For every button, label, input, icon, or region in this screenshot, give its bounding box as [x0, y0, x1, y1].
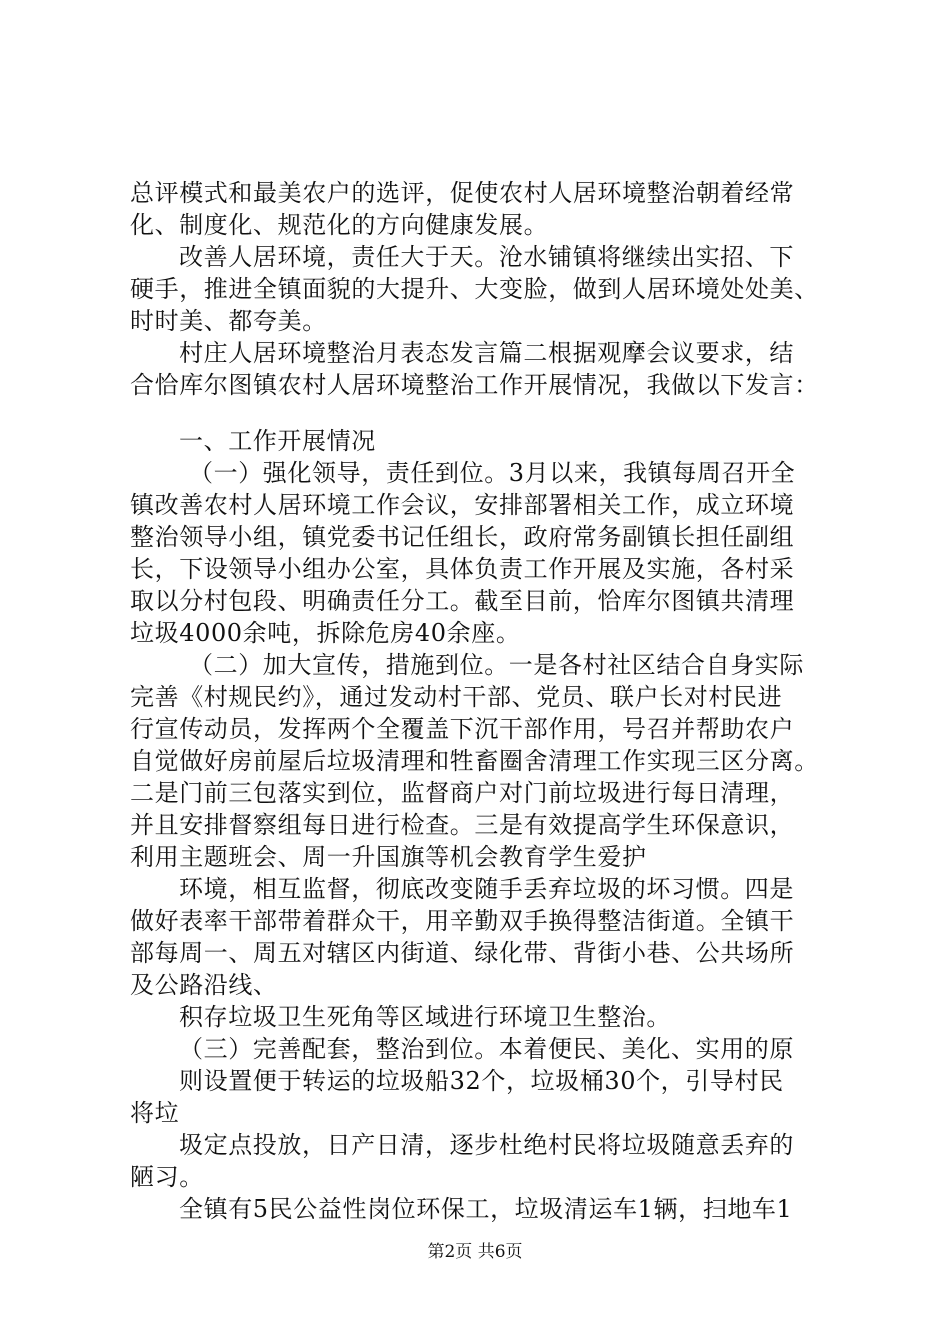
text-line: 积存垃圾卫生死角等区域进行环境卫生整治。 — [179, 1003, 671, 1031]
text-line: （三）完善配套，整治到位。本着便民、美化、实用的原 — [179, 1035, 794, 1063]
page-number-footer: 第2页 共6页 — [427, 1242, 523, 1262]
text-line: 圾定点投放，日产日清，逐步杜绝村民将垃圾随意丢弃的 — [179, 1131, 794, 1159]
text-line: 二是门前三包落实到位，监督商户对门前垃圾进行每日清理， — [130, 779, 795, 807]
text-line: 及公路沿线、 — [130, 971, 278, 999]
text-line: 合恰库尔图镇农村人居环境整治工作开展情况，我做以下发言： — [130, 371, 819, 399]
text-line: 完善《村规民约》，通过发动村干部、党员、联户长对村民进 — [130, 683, 783, 711]
text-line: （二）加大宣传，措施到位。一是各村社区结合自身实际 — [189, 651, 804, 679]
text-line: 取以分村包段、明确责任分工。截至目前，恰库尔图镇共清理 — [130, 587, 795, 615]
text-line: 时时美、都夸美。 — [130, 307, 327, 335]
text-line: 环境，相互监督，彻底改变随手丢弃垃圾的坏习惯。四是 — [179, 875, 794, 903]
text-line: 整治领导小组，镇党委书记任组长，政府常务副镇长担任副组 — [130, 523, 795, 551]
text-line: 垃圾4000余吨，拆除危房40余座。 — [130, 619, 521, 647]
text-line: 陋习。 — [130, 1163, 204, 1191]
text-line: 总评模式和最美农户的选评，促使农村人居环境整治朝着经常 — [130, 179, 795, 207]
text-line: 将垃 — [130, 1099, 180, 1127]
text-line: 村庄人居环境整治月表态发言篇二根据观摩会议要求，结 — [179, 339, 794, 367]
text-line: 镇改善农村人居环境工作会议，安排部署相关工作，成立环境 — [130, 491, 795, 519]
text-line: 改善人居环境，责任大于天。沧水铺镇将继续出实招、下 — [179, 243, 794, 271]
text-line: 则设置便于转运的垃圾船32个，垃圾桶30个，引导村民 — [179, 1067, 784, 1095]
text-line: 化、制度化、规范化的方向健康发展。 — [130, 211, 549, 239]
text-line: 全镇有5民公益性岗位环保工，垃圾清运车1辆，扫地车1 — [179, 1195, 793, 1223]
text-line: 长，下设领导小组办公室，具体负责工作开展及实施，各村采 — [130, 555, 795, 583]
text-line: 行宣传动员，发挥两个全覆盖下沉干部作用，号召并帮助农户 — [130, 715, 795, 743]
text-line: 硬手，推进全镇面貌的大提升、大变脸，做到人居环境处处美、 — [130, 275, 819, 303]
text-line: 并且安排督察组每日进行检查。三是有效提高学生环保意识， — [130, 811, 795, 839]
text-line: 做好表率干部带着群众干，用辛勤双手换得整洁街道。全镇干 — [130, 907, 795, 935]
text-line: 自觉做好房前屋后垃圾清理和牲畜圈舍清理工作实现三区分离。 — [130, 747, 819, 775]
text-line: 利用主题班会、周一升国旗等机会教育学生爱护 — [130, 843, 647, 871]
text-line: （一）强化领导，责任到位。3月以来，我镇每周召开全 — [189, 459, 796, 487]
section-heading: 一、工作开展情况 — [179, 427, 376, 455]
text-line: 部每周一、周五对辖区内街道、绿化带、背街小巷、公共场所 — [130, 939, 795, 967]
